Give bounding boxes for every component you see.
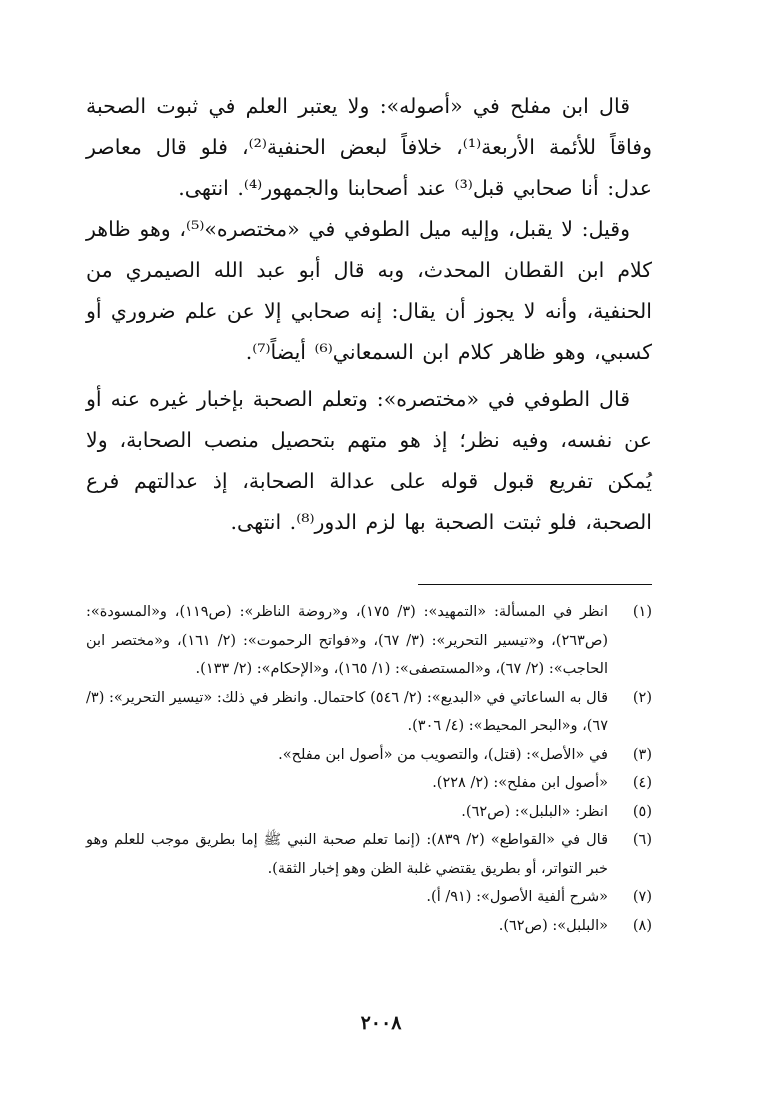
footnote-number: (٨) — [632, 917, 652, 934]
main-text — [86, 86, 652, 543]
footnote — [86, 798, 652, 827]
footnote — [86, 883, 652, 912]
footnote-text: «أصول ابن مفلح»: (٢/ ٢٢٨). — [432, 775, 608, 791]
footnote — [86, 826, 652, 883]
footnote — [86, 684, 652, 741]
footnote — [86, 598, 652, 684]
footnote-number: (٢) — [632, 689, 652, 706]
footnote-divider — [418, 584, 652, 585]
footnote-number: (٥) — [632, 803, 652, 820]
footnotes — [86, 598, 652, 940]
footnote-text: انظر: «البلبل»: (ص٦٢). — [461, 803, 608, 820]
footnote-text: «شرح ألفية الأصول»: (٩١/ أ). — [426, 889, 608, 905]
footnote-text: «البلبل»: (ص٦٢). — [498, 917, 608, 934]
footnote-text: انظر في المسألة: «التمهيد»: (٣/ ١٧٥)، و«روضة الناظر»: (ص١١٩)، و«المسودة»: (ص٢٦٣)، و«تيسير التحرير»: (٣/ ٦٧)، و«فواتح الرحموت»: (٢/ ١٦١)، و«مختصر ابن الحاجب»: (٢/ ٦٧)، و«المستصفى»: (١/ ١٦٥)، و«الإحكام»: (٢/ ١٣٣). — [86, 604, 608, 677]
footnote-number: (٧) — [632, 889, 652, 905]
footnote-text: قال به الساعاتي في «البديع»: (٢/ ٥٤٦) كاحتمال. وانظر في ذلك: «تيسير التحرير»: (٣/ ٦٧)، و«البحر المحيط»: (٤/ ٣٠٦). — [86, 689, 609, 734]
footnote — [86, 912, 652, 941]
footnote-text: في «الأصل»: (قتل)، والتصويب من «أصول ابن مفلح». — [278, 746, 608, 763]
footnote-number: (١) — [632, 604, 652, 620]
paragraph: وقيل: لا يقبل، وإليه ميل الطوفي في «مختصره»⁽⁵⁾، وهو ظاهر كلام ابن القطان المحدث، وبه قال أبو عبد الله الصيمري من الحنفية، وأنه لا يجوز أن يقال: إنه صحابي إلا عن علم ضروري أو كسبي، وهو ظاهر كلام ابن السمعاني⁽⁶⁾ أيضاً⁽⁷⁾. — [86, 217, 652, 364]
footnote-number: (٦) — [632, 832, 652, 848]
paragraph: قال ابن مفلح في «أصوله»: ولا يعتبر العلم في ثبوت الصحبة وفاقاً للأئمة الأربعة⁽¹⁾، خلافاً لبعض الحنفية⁽²⁾، فلو قال معاصر عدل: أنا صحابي قبل⁽³⁾ عند أصحابنا والجمهور⁽⁴⁾. انتهى. — [86, 94, 652, 200]
footnote-text: قال في «القواطع» (٢/ ٨٣٩): (إنما تعلم صحبة النبي ﷺ إما بطريق موجب للعلم وهو خبر التواتر، أو بطريق يقتضي غلبة الظن وهو إخبار الثقة). — [86, 832, 609, 877]
footnote — [86, 769, 652, 798]
footnote — [86, 741, 652, 770]
footnote-number: (٣) — [632, 746, 652, 763]
footnote-number: (٤) — [632, 775, 652, 791]
paragraph: قال الطوفي في «مختصره»: وتعلم الصحبة بإخبار غيره عنه أو عن نفسه، وفيه نظر؛ إذ هو متهم بتحصيل منصب الصحابة، ولا يُمكن تفريع قبول قوله على عدالة الصحابة، إذ عدالتهم فرع الصحبة، فلو ثبتت الصحبة بها لزم الدور⁽⁸⁾. انتهى. — [86, 387, 652, 534]
page-number: ٢٠٠٨ — [360, 1012, 402, 1034]
